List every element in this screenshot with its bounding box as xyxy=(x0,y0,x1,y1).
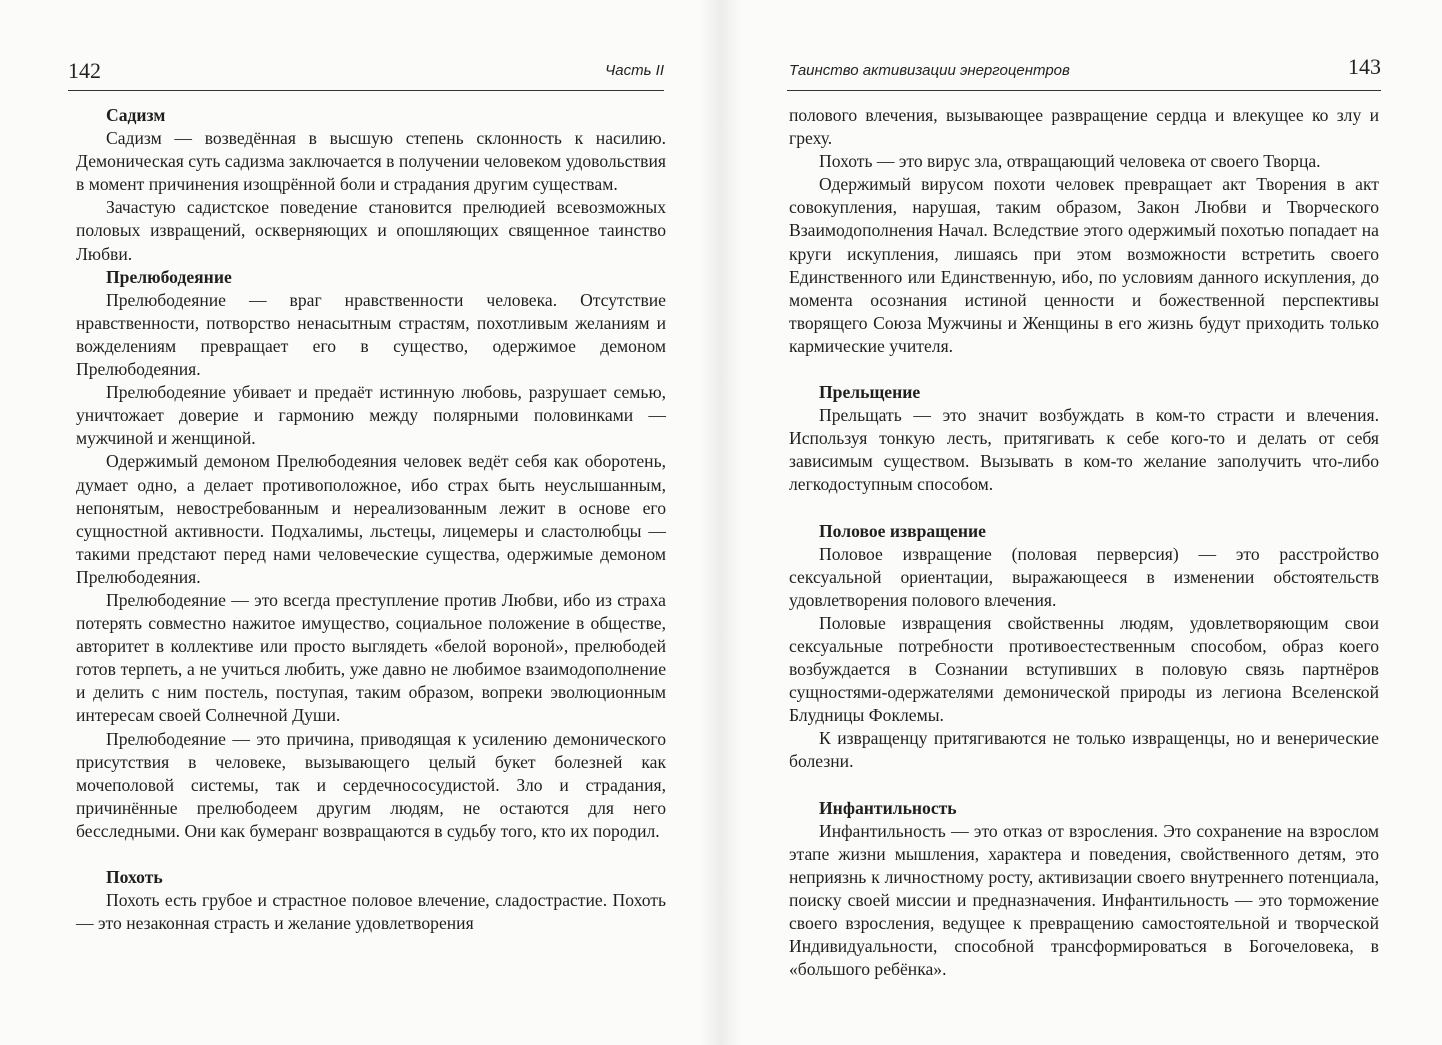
paragraph: Похоть есть грубое и страстное половое влечение, сладострастие. Похоть — это незаконная страсть и желание удовлетворения xyxy=(76,890,666,934)
section-gap xyxy=(789,497,1379,520)
section-gap xyxy=(789,774,1379,797)
section-heading: Половое извращение xyxy=(819,520,986,541)
section-heading: Похоть xyxy=(106,867,163,887)
paragraph: Инфантильность — это отказ от взросления. Это сохранение на взрослом этапе жизни мышления, характера и поведения, свойственного детям, это неприязнь к личностному росту, активизации своего внутреннего потенциала, поиску своей миссии и предназначения. Инфантильность — это торможение своего взросления, ведущее к превращению самостоятельной и творческой Индивидуальности, способной трансформироваться в Богочеловека, в «большого ребёнка». xyxy=(789,820,1379,980)
paragraph: Похоть — это вирус зла, отвращающий человека от своего Творца. xyxy=(819,151,1321,172)
paragraph: Одержимый вирусом похоти человек превращает акт Творения в акт совокупления, нарушая, таким образом, Закон Любви и Творческого Взаимодополнения Начал. Вследствие этого одержимый похотью попадает на круги искупления, лишаясь при этом возможности встретить своего Единственного или Единственную, ибо, по условиям данного искупления, до момента осознания истиной ценности и божественной перспективы творящего Союза Мужчины и Женщины в его жизнь будут приходить только кармические учителя. xyxy=(789,174,1379,356)
right-page xyxy=(721,0,1442,1045)
section-heading: Инфантильность xyxy=(819,797,957,818)
right-page-body xyxy=(789,104,1379,981)
paragraph: Половое извращение (половая перверсия) — это расстройство сексуальной ориентации, выражающееся в изменении обстоятельств удовлетворения полового влечения. xyxy=(789,543,1379,610)
paragraph: Прельщать — это значит возбуждать в ком-то страсти и влечения. Используя тонкую лесть, притягивать к себе кого-то и делать от себя зависимым существом. Вызывать в ком-то желание заполучить что-либо легкодоступным способом. xyxy=(789,405,1379,495)
paragraph: Прелюбодеяние — это всегда преступление против Любви, ибо из страха потерять совместно нажитое имущество, социальное положение в обществе, авторитет в коллективе или просто выглядеть «белой вороной», прелюбодей готов терпеть, а не учиться любить, уже давно не любимое взаимодополнение и делить с ним постель, поступая, таким образом, вопреки эволюционным интересам своей Солнечной Души. xyxy=(76,589,666,726)
continued-paragraph: полового влечения, вызывающее развращение сердца и влекущее ко злу и греху. xyxy=(789,105,1379,149)
section-heading: Прельщение xyxy=(819,382,921,403)
left-page-body xyxy=(76,104,666,935)
right-page-header xyxy=(787,56,1381,91)
running-title: Таинство активизации энергоцентров xyxy=(789,62,1070,79)
paragraph: К извращенцу притягиваются не только извращенцы, но и венерические болезни. xyxy=(789,728,1379,772)
paragraph: Половые извращения свойственны людям, удовлетворяющим свои сексуальные потребности противоестественным способом, образ коего возбуждается в Сознании вступивших в половую связь партнёров сущностями-одержателями демонической природы из легиона Вселенской Блудницы Фоклемы. xyxy=(789,612,1379,726)
page-number: 142 xyxy=(68,58,101,83)
page-number: 143 xyxy=(1348,54,1381,79)
paragraph: Прелюбодеяние убивает и предаёт истинную любовь, разрушает семью, уничтожает доверие и гармонию между полярными половинками — мужчиной и женщиной. xyxy=(76,382,666,449)
running-title: Часть II xyxy=(605,62,664,79)
left-page-header xyxy=(68,56,664,91)
paragraph: Зачастую садистское поведение становится прелюдией всевозможных половых извращений, оскверняющих и опошляющих священное таинство Любви. xyxy=(76,197,666,264)
section-heading: Прелюбодеяние xyxy=(106,266,232,287)
paragraph: Прелюбодеяние — это причина, приводящая к усилению демонического присутствия в человеке, вызывающего целый букет болезней как мочеполовой системы, так и сердечнососудистой. Зло и страдания, причинённые прелюбодеем другим людям, не остаются для него бесследными. Они как бумеранг возвращаются в судьбу того, кто их породил. xyxy=(76,728,666,841)
section-heading: Садизм xyxy=(106,105,166,125)
paragraph: Прелюбодеяние — враг нравственности человека. Отсутствие нравственности, потворство ненасытным страстям, похотливым желаниям и вожделениям превращает его в существо, одержимое демоном Прелюбодеяния. xyxy=(76,289,666,380)
section-gap xyxy=(789,358,1379,381)
paragraph: Одержимый демоном Прелюбодеяния человек ведёт себя как оборотень, думает одно, а делает противоположное, ибо страх быть неуслышанным, непонятым, невостребованным и нереализованным лежит в основе его сущностной активности. Подхалимы, льстецы, лицемеры и сластолюбцы — такими предстают перед нами человеческие существа, одержимые демоном Прелюбодеяния. xyxy=(76,451,666,587)
paragraph: Садизм — возведённая в высшую степень склонность к насилию. Демоническая суть садизма заключается в получении человеком удовольствия в момент причинения изощрённой боли и страдания другим существам. xyxy=(76,128,666,195)
section-gap xyxy=(76,843,666,866)
